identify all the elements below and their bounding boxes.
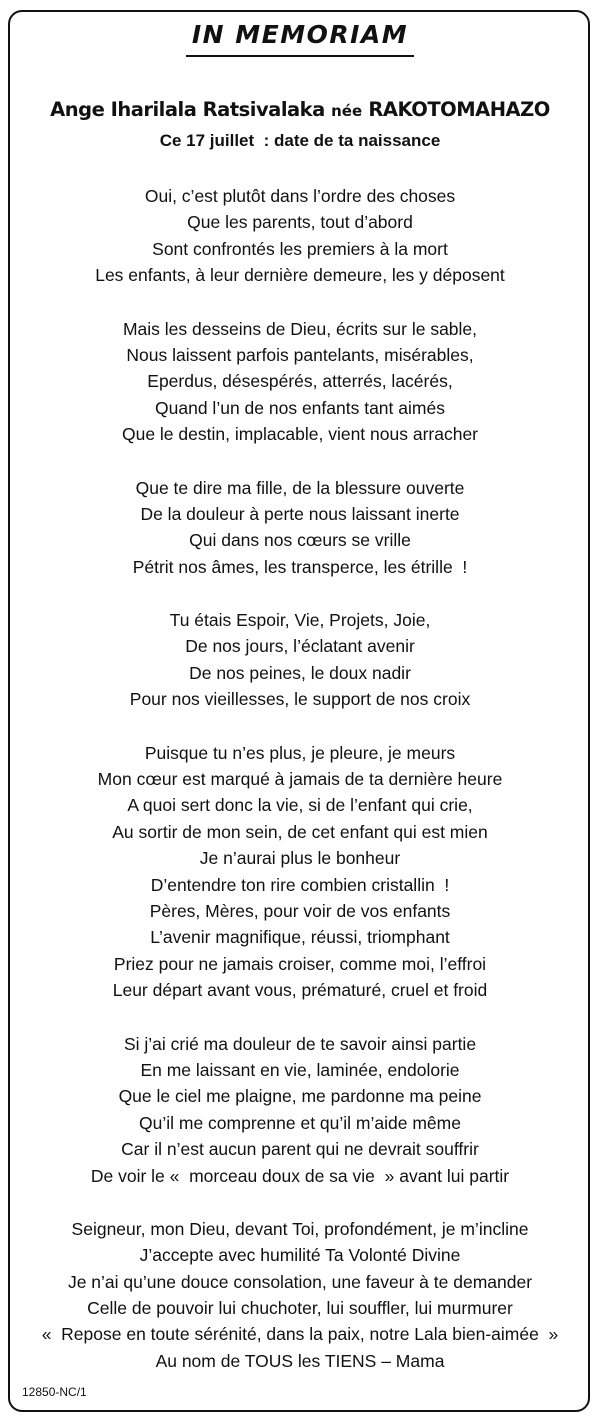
reference-code: 12850-NC/1 [22, 1385, 87, 1399]
deceased-name: Ange Iharilala Ratsivalaka [50, 98, 325, 121]
poem-line: De nos jours, l’éclatant avenir [185, 636, 415, 657]
poem-line: D’entendre ton rire combien cristallin ! [150, 874, 450, 895]
banner-title: IN MEMORIAM [186, 18, 414, 57]
poem-line: Que te dire ma fille, de la blessure ouverte [135, 477, 465, 498]
maiden-name: RAKOTOMAHAZO [368, 98, 550, 121]
poem-line: De nos peines, le doux nadir [189, 662, 411, 683]
poem-stanza [0, 316, 600, 448]
poem-line: Oui, c’est plutôt dans l’ordre des choses [144, 186, 456, 206]
poem-line: A quoi sert donc la vie, si de l’enfant qui crie, [127, 795, 473, 816]
poem-stanza [0, 607, 600, 713]
poem-line: Si j’ai crié ma douleur de te savoir ainsi partie [123, 1033, 477, 1054]
poem-line: Qu’il me comprenne et qu’il m’aide même [139, 1112, 461, 1133]
poem-stanza [0, 1216, 600, 1374]
poem-line: Les enfants, à leur dernière demeure, les y déposent [95, 265, 505, 286]
poem-line: Pétrit nos âmes, les transperce, les étrille ! [132, 556, 468, 577]
poem-line: Au nom de TOUS les TIENS – Mama [155, 1350, 445, 1371]
poem-line: L’avenir magnifique, réussi, triomphant [150, 927, 450, 948]
poem-line: Je n’aurai plus le bonheur [199, 848, 401, 869]
poem-line: Quand l’un de nos enfants tant aimés [155, 397, 445, 418]
poem-line: Qui dans nos cœurs se vrille [189, 530, 411, 551]
poem-line: En me laissant en vie, laminée, endolorie [140, 1059, 460, 1080]
poem-line: J’accepte avec humilité Ta Volonté Divine [139, 1245, 461, 1266]
poem-line: Puisque tu n’es plus, je pleure, je meurs [144, 742, 456, 763]
poem-line: Mon cœur est marqué à jamais de ta dernière heure [97, 769, 503, 790]
poem-line: Au sortir de mon sein, de cet enfant qui est mien [112, 821, 488, 842]
poem-line: Pour nos vieillesses, le support de nos croix [129, 689, 471, 710]
poem-line: Pères, Mères, pour voir de vos enfants [149, 900, 451, 921]
poem-line: Que le ciel me plaigne, me pardonne ma peine [118, 1086, 482, 1107]
poem-line: Car il n’est aucun parent qui ne devrait souffrir [121, 1139, 479, 1160]
deceased-name-line [0, 98, 600, 121]
poem-line: Nous laissent parfois pantelants, misérables, [126, 344, 474, 365]
poem-line: Priez pour ne jamais croiser, comme moi, l’effroi [113, 953, 487, 974]
nee-label: née [331, 102, 363, 120]
poem-line: Je n’ai qu’une douce consolation, une faveur à te demander [67, 1271, 533, 1292]
banner [0, 18, 600, 57]
poem-line: Celle de pouvoir lui chuchoter, lui souffler, lui murmurer [87, 1298, 513, 1319]
poem-line: Eperdus, désespérés, atterrés, lacérés, [147, 371, 453, 392]
poem-line: Seigneur, mon Dieu, devant Toi, profondément, je m’incline [71, 1218, 529, 1239]
poem-line: Que les parents, tout d’abord [187, 212, 413, 233]
poem-stanza [0, 740, 600, 1004]
poem-line: Sont confrontés les premiers à la mort [152, 238, 448, 259]
poem-line: Mais les desseins de Dieu, écrits sur le sable, [122, 318, 478, 339]
birth-date-subtitle: Ce 17 juillet : date de ta naissance [159, 131, 441, 150]
poem-line: Tu étais Espoir, Vie, Projets, Joie, [169, 610, 431, 631]
poem-line: « Repose en toute sérénité, dans la paix, notre Lala bien-aimée » [41, 1324, 559, 1345]
poem-line: De la douleur à perte nous laissant inerte [140, 503, 460, 524]
poem-line: Que le destin, implacable, vient nous arracher [121, 424, 479, 445]
poem-stanza [0, 183, 600, 289]
poem-line: Leur départ avant vous, prématuré, cruel et froid [112, 980, 488, 1001]
poem-stanza [0, 475, 600, 581]
poem [0, 183, 600, 1401]
poem-line: De voir le « morceau doux de sa vie » avant lui partir [90, 1165, 510, 1186]
poem-stanza [0, 1031, 600, 1189]
